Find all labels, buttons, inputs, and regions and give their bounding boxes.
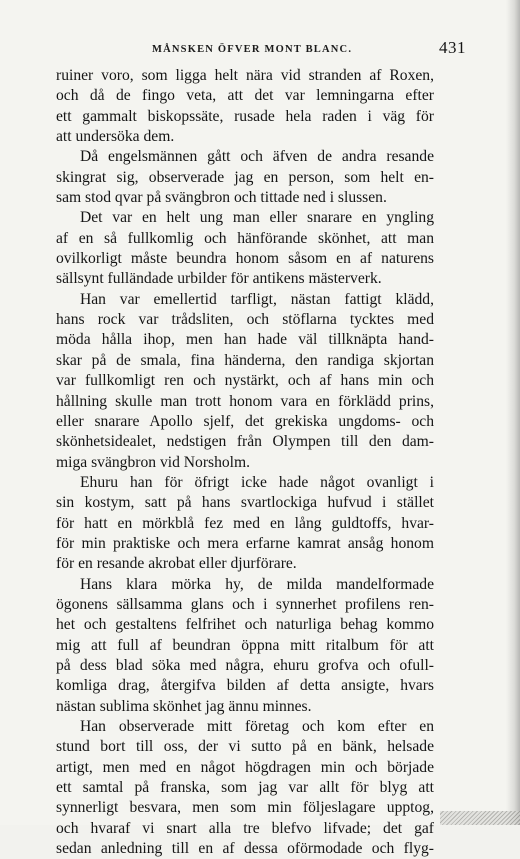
- text-line: artigt, men med en något högdragen min och började: [56, 758, 434, 776]
- text-line: eller snarare Apollo sjelf, det grekiska ungdoms- och: [56, 412, 434, 430]
- text-line: nästan sublima skönhet jag ännu minnes.: [56, 697, 312, 715]
- text-line: ett gammalt biskopssäte, rusade hela raden i väg för: [56, 107, 434, 125]
- text-line: sin kostym, satt på hans svartlockiga hufvud i stället: [56, 494, 434, 512]
- text-line: miga svängbron vid Norsholm.: [56, 453, 251, 471]
- text-line: var fullkomligt ren och nystärkt, och af hans min och: [56, 372, 434, 390]
- text-line: synnerligt besvara, men som min följeslagare upptog,: [56, 799, 434, 817]
- text-line: att undersöka dem.: [56, 128, 175, 146]
- text-line: och hvaraf vi snart alla tre blefvo lifvade; det gaf: [56, 819, 434, 837]
- page-header: [56, 36, 466, 62]
- text-line: sällsynt fulländade urbilder för antikens mästerverk.: [56, 270, 382, 288]
- text-line: het och gestaltens felfrihet och naturliga behag kommo: [56, 616, 434, 634]
- text-line: mig att full af beundran öppna mitt ritalbum för att: [56, 636, 434, 654]
- text-line: skar på de smala, fina händerna, den randiga skjortan: [56, 351, 434, 369]
- paragraph-start-line: Han observerade mitt företag och kom efter en: [80, 718, 434, 735]
- text-line: ovilkorligt måste beundra honom såsom en af naturens: [56, 250, 434, 268]
- paragraph-start-line: Ehuru han för öfrigt icke hade något ovanligt i: [80, 473, 434, 491]
- text-line: för hatt en mörkblå fez med en lång guldtoffs, hvar-: [56, 514, 434, 532]
- paragraph-start-line: Det var en helt ung man eller snarare en yngling: [80, 209, 434, 227]
- text-line: skönhetsidealet, nedstigen från Olympen till den dam-: [56, 433, 434, 451]
- text-line: ett samtal på franska, som jag var allt för blyg att: [56, 779, 434, 797]
- running-head: MÅNSKEN ÖFVER MONT BLANC.: [152, 44, 353, 55]
- text-line: och då de fingo veta, att det var lemningarna efter: [56, 87, 434, 105]
- text-line: ruiner voro, som ligga helt nära vid stranden af Roxen,: [56, 67, 434, 84]
- text-line: skingrat sig, observerade jag en person, som helt en-: [56, 168, 434, 186]
- paragraph-start-line: Hans klara mörka hy, de milda mandelformade: [80, 575, 434, 593]
- text-line: sedan anledning till en af dessa oförmodade och flyg-: [56, 840, 434, 858]
- text-line: hållning skulle man trott honom vara en förklädd prins,: [56, 392, 434, 410]
- page-edge-shadow: [506, 0, 520, 825]
- page-corner-fringe: [440, 811, 520, 825]
- text-line: af en så fullkomlig och hänförande skönhet, att man: [56, 229, 434, 247]
- text-line: möda hålla ihop, men han hade väl tillknäpta hand-: [56, 331, 434, 349]
- text-line: komliga drag, återgifva bilden af detta ansigte, hvars: [56, 677, 434, 695]
- text-line: för min praktiske och mera erfarne kamrat ansåg honom: [56, 534, 434, 552]
- text-line: på dess blad söka med några, ehuru grofva och ofull-: [56, 656, 434, 674]
- text-line: hans rock var trådsliten, och stöflarna tycktes med: [56, 311, 434, 329]
- text-line: ögonens sällsamma glans och i synnerhet profilens ren-: [56, 595, 434, 613]
- text-line: sam stod qvar på svängbron och tittade ned i slussen.: [56, 189, 387, 207]
- paragraph-start-line: Han var emellertid tarfligt, nästan fattigt klädd,: [80, 290, 434, 308]
- body-text: [56, 66, 434, 859]
- paragraph-start-line: Då engelsmännen gått och äfven de andra resande: [80, 148, 434, 166]
- page-number: 431: [439, 38, 466, 57]
- text-line: stund bort till oss, der vi sutto på en bänk, helsade: [56, 738, 434, 756]
- text-line: för en resande akrobat eller djurförare.: [56, 555, 297, 573]
